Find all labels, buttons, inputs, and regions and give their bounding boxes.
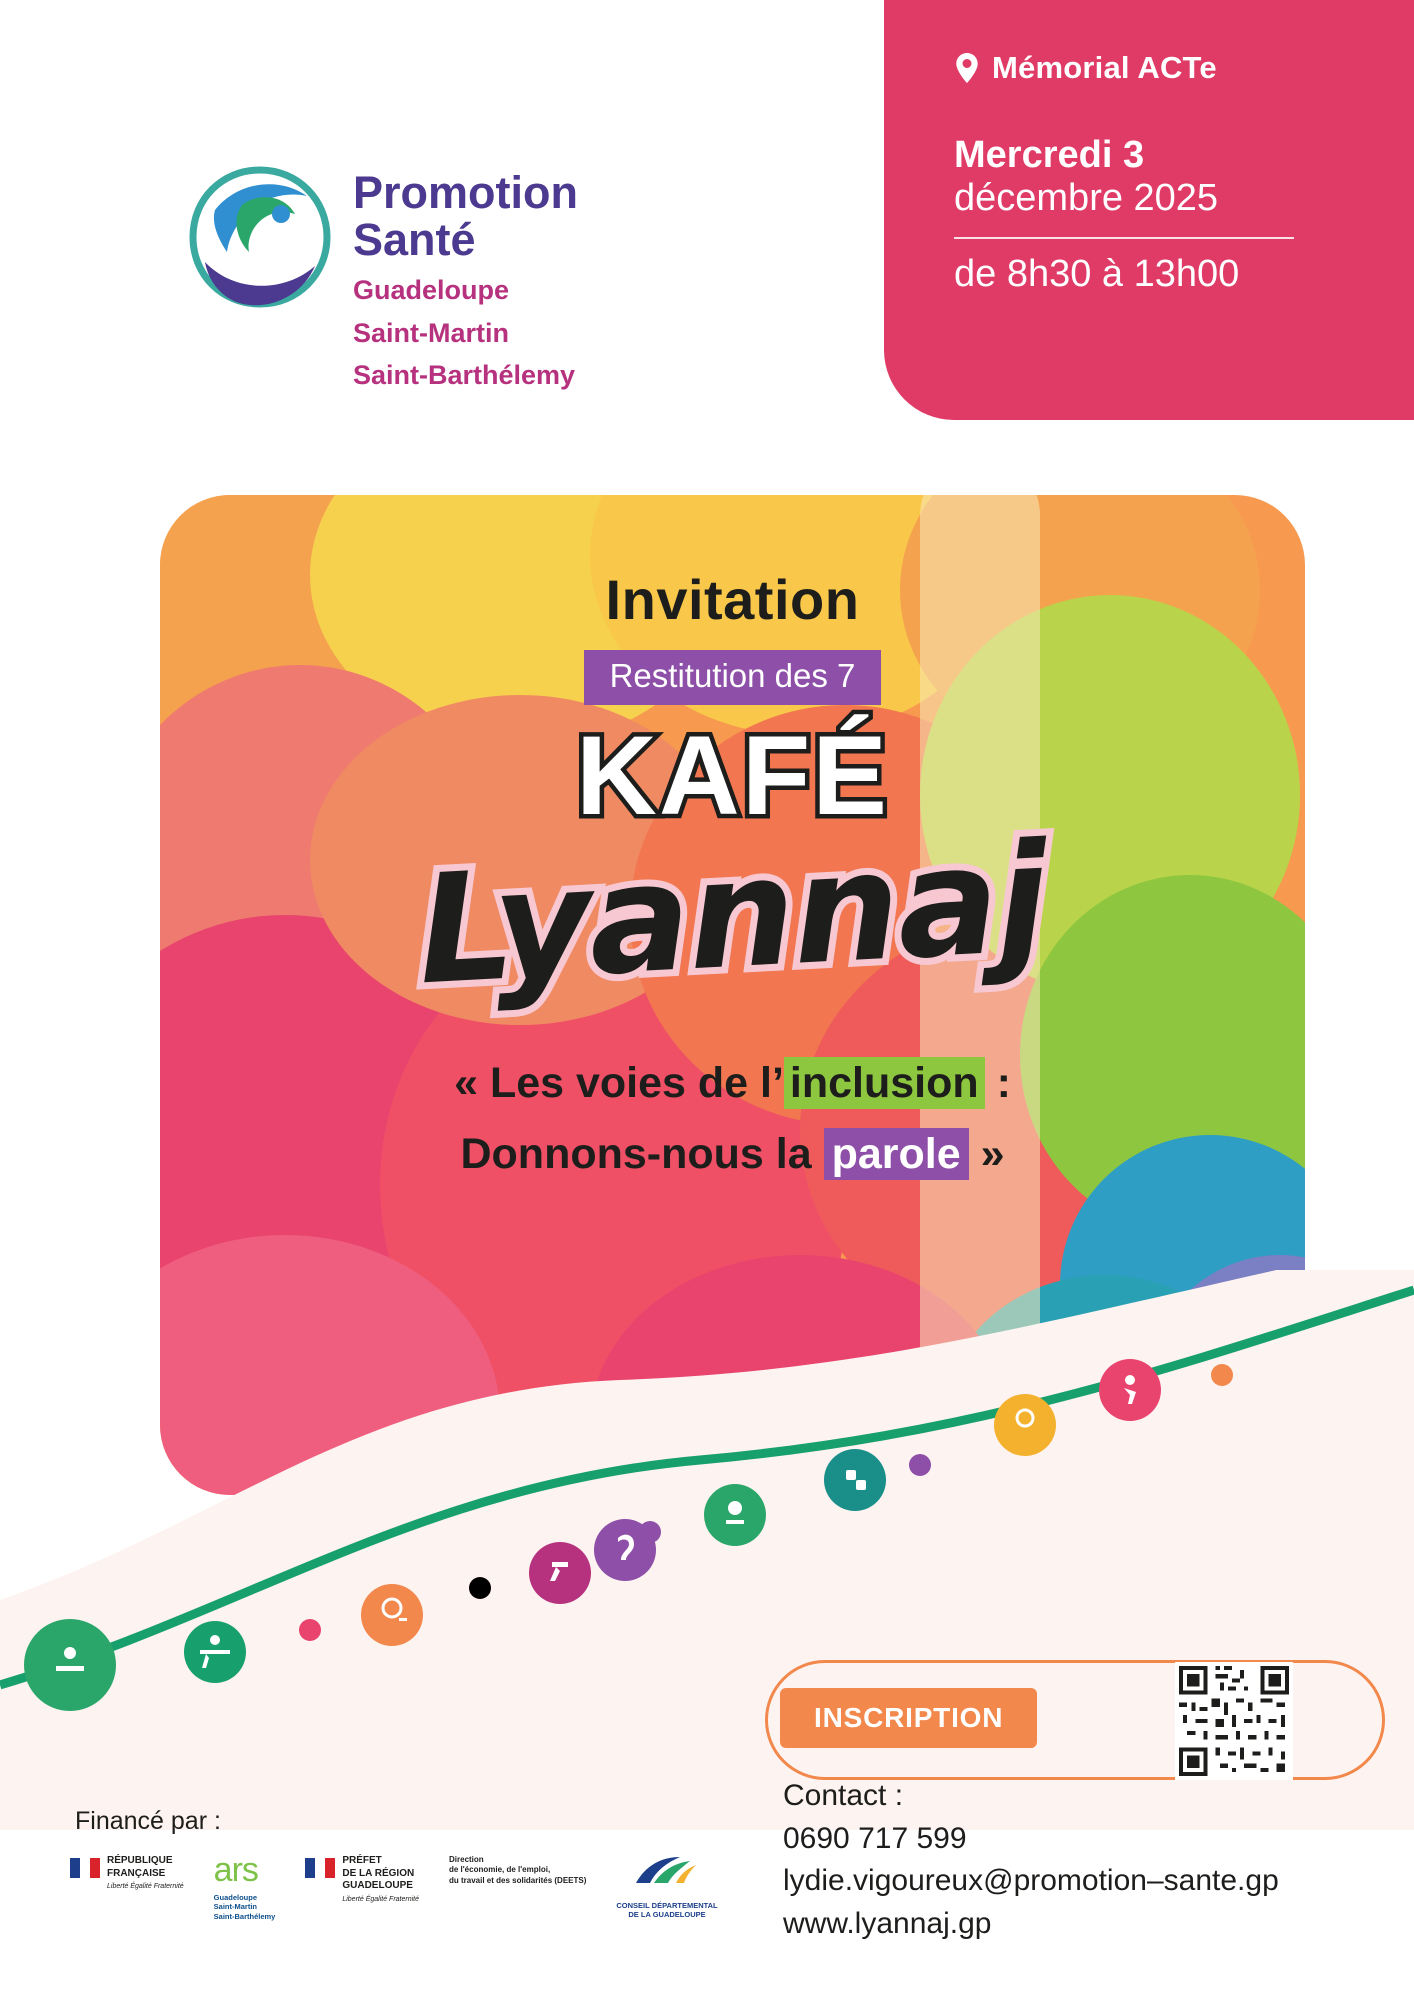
slogan-line2-pre: Donnons-nous la: [460, 1129, 824, 1178]
contact-email[interactable]: lydie.vigoureux@promotion–sante.gp: [783, 1864, 1279, 1898]
promotion-sante-logo: [185, 150, 578, 392]
logo-name-line1: Promotion: [353, 167, 578, 218]
ars-wordmark: ars: [213, 1851, 258, 1889]
ars-sub-line2: Saint-Martin: [213, 1902, 257, 1912]
funder-republique-francaise: [70, 1855, 184, 1892]
logo-wordmark: [353, 150, 578, 392]
lyannaj-title: Lyannaj: [414, 811, 1051, 1019]
marianne-flag-icon: [70, 1858, 100, 1878]
event-location: [954, 50, 1354, 86]
event-month: décembre 2025: [954, 176, 1219, 219]
prefet-line1: PRÉFET: [342, 1855, 382, 1866]
marianne-flag-icon: [305, 1858, 335, 1878]
logo-territory-2: Saint-Martin: [353, 317, 510, 348]
kafe-title: KAFÉ: [576, 713, 889, 838]
path-dot: [299, 1619, 321, 1641]
funding-label: Financé par :: [75, 1807, 221, 1835]
slogan-line1-pre: « Les voies de l’: [454, 1059, 784, 1107]
funder-deets: [449, 1855, 586, 1886]
conseil-departemental-icon: [632, 1855, 702, 1894]
slogan-line-1: [454, 1048, 1011, 1119]
funder-motto: Liberté Égalité Fraternité: [107, 1883, 184, 1890]
qr-code-icon[interactable]: [1175, 1662, 1293, 1780]
contact-label: Contact :: [783, 1779, 904, 1812]
event-hours: de 8h30 à 13h00: [954, 253, 1240, 296]
funder-name-line2: FRANÇAISE: [107, 1867, 166, 1879]
contact-phone[interactable]: 0690 717 599: [783, 1821, 967, 1855]
prefet-motto: Liberté Égalité Fraternité: [342, 1895, 419, 1903]
slogan-line2-post: »: [968, 1129, 1005, 1178]
prefet-line3: GUADELOUPE: [342, 1880, 413, 1891]
contact-website[interactable]: www.lyannaj.gp: [783, 1906, 992, 1940]
funder-name-line1: RÉPUBLIQUE: [107, 1855, 173, 1866]
funder-prefet-region-guadeloupe: [305, 1855, 419, 1904]
slogan-line1-post: :: [984, 1059, 1011, 1107]
invitation-title: Invitation: [605, 568, 860, 631]
deets-line3: du travail et des solidarités (DEETS): [449, 1875, 587, 1885]
deets-line2: de l'économie, de l'emploi,: [449, 1865, 551, 1875]
slogan-line1-highlight: inclusion: [784, 1057, 985, 1109]
deets-line1: Direction: [449, 1855, 484, 1864]
inscription-label: INSCRIPTION: [780, 1688, 1037, 1748]
ars-sub-line1: Guadeloupe: [213, 1892, 257, 1902]
slogan-line2-highlight: parole: [824, 1128, 969, 1180]
funder-conseil-departemental: [616, 1855, 717, 1920]
slogan-line-2: [454, 1119, 1011, 1190]
logo-territory-1: Guadeloupe: [353, 274, 510, 305]
cd-line2: DE LA GUADELOUPE: [628, 1910, 706, 1920]
prefet-line2: DE LA RÉGION: [342, 1867, 415, 1879]
promotion-sante-mark-icon: [185, 162, 335, 312]
event-location-text: Mémorial ACTe: [992, 50, 1217, 85]
funder-ars: [213, 1851, 276, 1922]
event-date-badge: [884, 0, 1414, 420]
ars-sub-line3: Saint-Barthélemy: [213, 1912, 276, 1922]
event-day: Mercredi 3: [954, 134, 1145, 176]
funders-row: [70, 1851, 718, 1922]
logo-name-line2: Santé: [353, 213, 476, 265]
location-pin-icon: [954, 53, 980, 83]
restitution-subtitle: Restitution des 7: [584, 650, 882, 705]
logo-territory-3: Saint-Barthélemy: [353, 360, 576, 391]
cd-line1: CONSEIL DÉPARTEMENTAL: [616, 1901, 718, 1910]
contact-block: [783, 1775, 1279, 1945]
event-slogan: [454, 1048, 1011, 1190]
divider: [954, 237, 1294, 239]
